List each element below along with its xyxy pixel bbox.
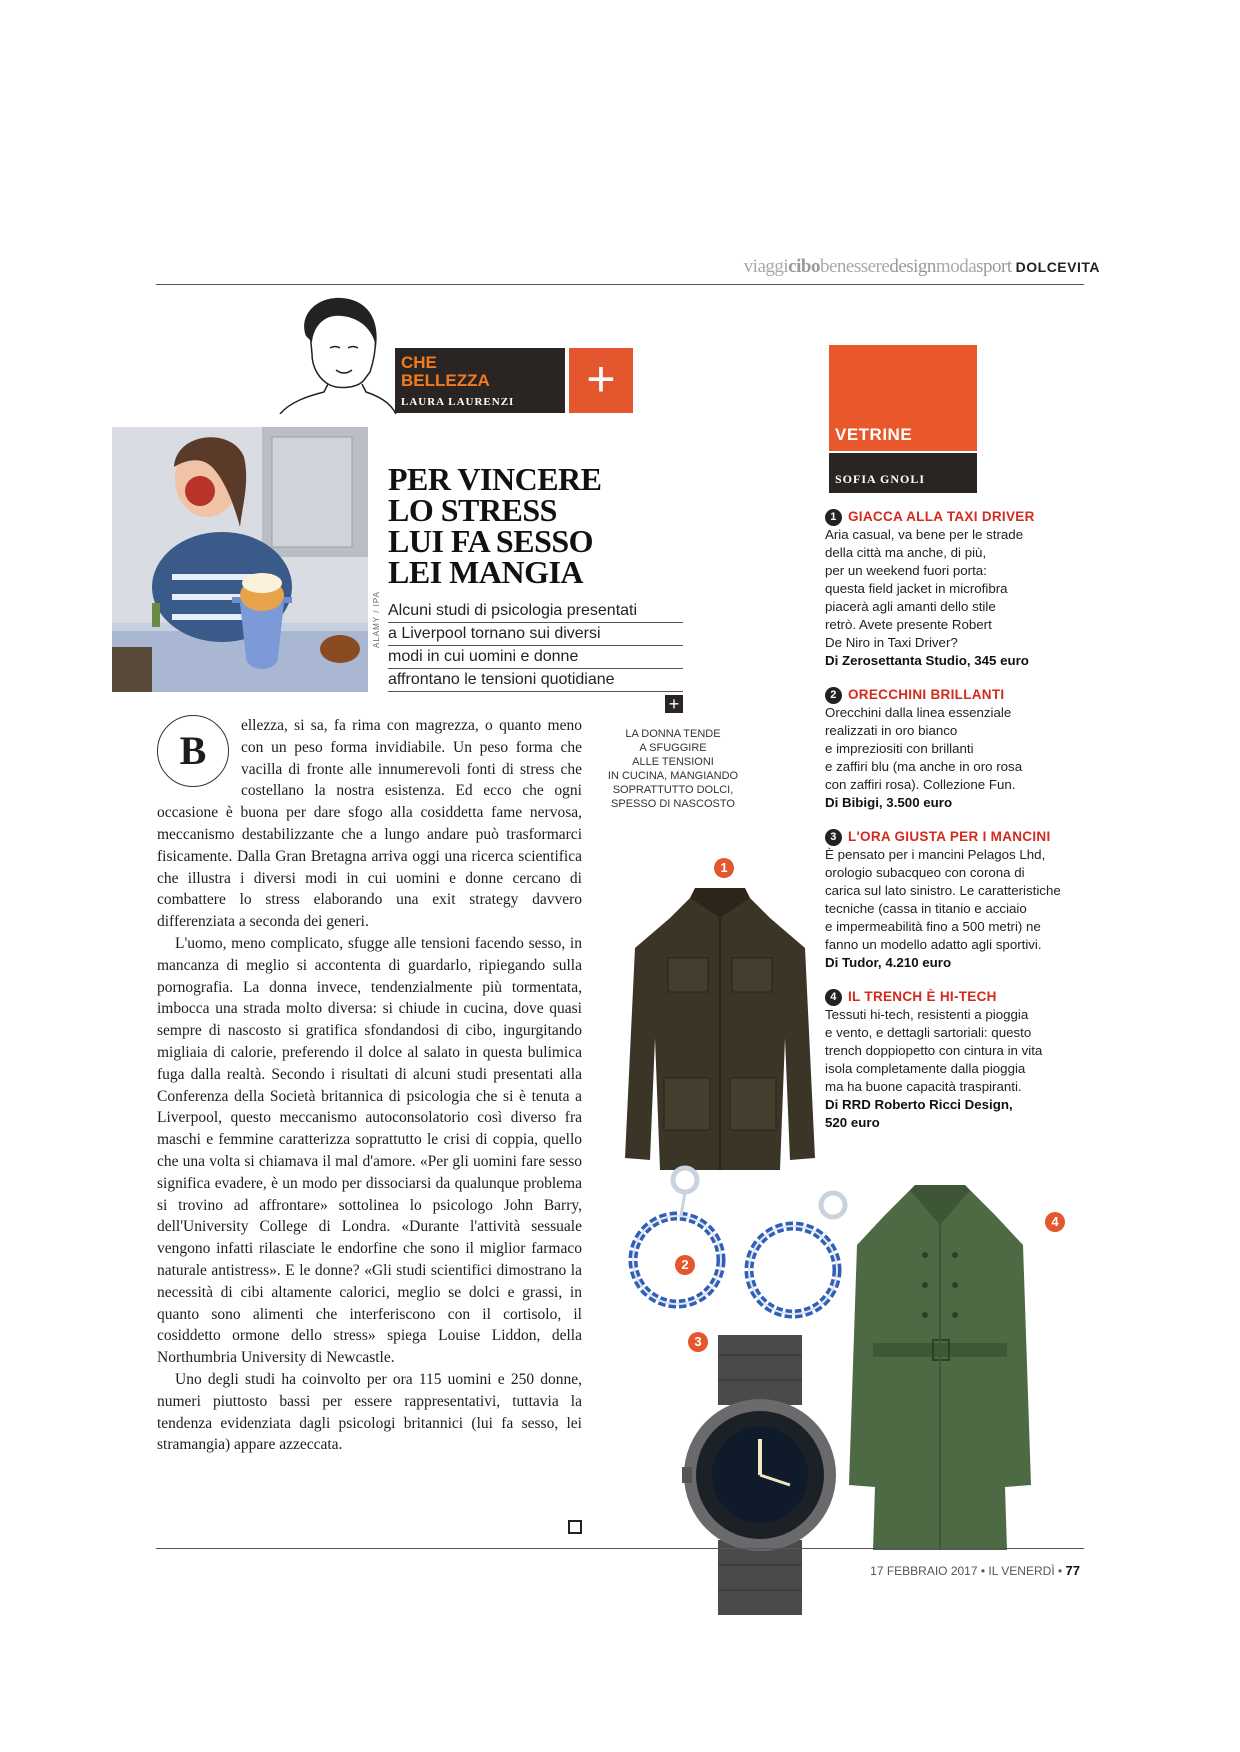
item-title: L'ORA GIUSTA PER I MANCINI (848, 829, 1051, 844)
vetrine-item-3 (825, 828, 1080, 972)
item-price: Di Zerosettanta Studio, 345 euro (825, 653, 1029, 668)
page-footer: 17 FEBBRAIO 2017 • IL VENERDÌ • 77 (870, 1563, 1080, 1578)
caption-line: IN CUCINA, MANGIANDO (607, 770, 739, 782)
plus-icon-small: + (665, 695, 683, 713)
item-line: fanno un modello adatto agli sportivi. (825, 937, 1042, 952)
standfirst-line: modi in cui uomini e donne (388, 646, 683, 669)
headline-line: LEI MANGIA (388, 554, 584, 590)
headline-line: LO STRESS (388, 492, 557, 528)
field-jacket-image (620, 888, 820, 1178)
earrings-image (625, 1160, 865, 1350)
author-sketch (278, 292, 398, 414)
paragraph-2: L'uomo, meno complicato, sfugge alle tensioni facendo sesso, in mancanza di meglio si accontenta di guardarlo, ripiegando sulla pornografia. La donna invece, tendenzialmente più tormentata, imbocca una strada molto diversa: si chiude in cucina, dove quasi sempre di nascosto si gratifica sfondandosi di cibo, ingurgitando migliaia di calorie, preferendo il dolce al salato in questa bulimica fuga dalla realtà. Secondo i risultati di alcuni studi presentati alla Conferenza della Società britannica di psicologia che si è tenuta a Liverpool, questo meccanismo autoconsolatorio così diverso fra maschi e femmine caratterizza soprattutto le crisi di coppia, quello che una volta si chiamava il mal d'amore. «Per gli uomini fare sesso significa evadere, è un modo per dissociarsi da qualunque problema si trovino ad affrontare» sottolinea lo psicologo John Barry, dell'University College di Londra. «Durante l'attività sessuale vengono infatti rilasciate le endorfine che sono il miglior farmaco naturale antistress». E le donne? «Gli studi scientifici dimostrano la necessità di cibi altamente calorici, meglio se dolci e grassi, in quanto sono alimenti che interferiscono con il cortisolo, il cosiddetto ormone dello stress» spiega Louise Liddon, della Northumbria University di Newcastle. (157, 934, 582, 1367)
footer-rule (156, 1548, 1084, 1549)
item-line: Aria casual, va bene per le strade (825, 527, 1024, 542)
item-line: retrò. Avete presente Robert (825, 617, 992, 632)
vetrine-title-block (829, 345, 977, 451)
brand-dolcevita: DOLCEVITA (1015, 259, 1100, 275)
standfirst-line: a Liverpool tornano sui diversi (388, 623, 683, 646)
nav-viaggi: viaggi (743, 256, 789, 277)
item-title: GIACCA ALLA TAXI DRIVER (848, 509, 1035, 524)
photo-credit: ALAMY / IPA (372, 591, 381, 648)
column-badge (395, 348, 565, 413)
headline-line: PER VINCERE (388, 461, 602, 497)
column-title-1: CHE (401, 353, 437, 372)
item-price: Di Tudor, 4.210 euro (825, 955, 952, 970)
product-number-3: 3 (688, 1332, 708, 1352)
item-price: Di RRD Roberto Ricci Design, 520 euro (825, 1097, 1013, 1130)
product-number-1: 1 (714, 858, 734, 878)
nav-design: design (889, 256, 936, 277)
item-line: realizzati in oro bianco (825, 723, 958, 738)
caption-line: LA DONNA TENDE (625, 728, 721, 740)
item-line: De Niro in Taxi Driver? (825, 635, 958, 650)
vetrine-author: SOFIA GNOLI (835, 472, 926, 486)
item-number-badge: 4 (825, 989, 842, 1006)
caption-line: ALLE TENSIONI (632, 756, 714, 768)
standfirst-line: Alcuni studi di psicologia presentati (388, 600, 683, 623)
standfirst (388, 600, 683, 692)
item-number-badge: 2 (825, 687, 842, 704)
item-line: isola completamente dalla pioggia (825, 1061, 1026, 1076)
caption-line: SOPRATTUTTO DOLCI, (612, 784, 734, 796)
nav-benessere: benessere (819, 256, 890, 277)
page-number: 77 (1065, 1563, 1080, 1578)
item-line: orologio subacqueo con corona di (825, 865, 1025, 880)
item-line: della città ma anche, di più, (825, 545, 987, 560)
column-title-2: BELLEZZA (401, 371, 490, 390)
standfirst-line: affrontano le tensioni quotidiane (388, 669, 683, 692)
headline-line: LUI FA SESSO (388, 523, 594, 559)
item-line: ma ha buone capacità traspiranti. (825, 1079, 1022, 1094)
item-line: e vento, e dettagli sartoriali: questo (825, 1025, 1032, 1040)
caption-line: A SFUGGIRE (639, 742, 707, 754)
item-line: per un weekend fuori porta: (825, 563, 987, 578)
item-line: e impermeabilità fino a 500 metri) ne (825, 919, 1041, 934)
item-line: carica sul lato sinistro. Le caratteristiche (825, 883, 1061, 898)
item-line: e impreziositi con brillanti (825, 741, 974, 756)
section-nav (744, 256, 1100, 278)
vetrine-item-4 (825, 988, 1080, 1132)
watch-image (670, 1335, 850, 1615)
item-number-badge: 1 (825, 509, 842, 526)
item-price: Di Bibigi, 3.500 euro (825, 795, 953, 810)
item-line: piacerà agli amanti dello stile (825, 599, 996, 614)
article-headline (388, 461, 688, 590)
item-line: tecniche (cassa in titanio e acciaio (825, 901, 1027, 916)
paragraph-1: ellezza, si sa, fa rima con magrezza, o quanto meno con un peso forma invidiabile. Un peso forma che vacilla di fronte alle innumerevoli fonti di stress che costellano la nostra esistenza. Ed ecco che ogni occasione è buona per dare sfogo alla cosiddetta fame nervosa, meccanismo destabilizzante che a lungo andare può trasformarci fisicamente. Dalla Gran Bretagna arriva oggi una ricerca scientifica che illustra i diversi modi in cui uomini e donne cercano di combattere lo stress elaborando una exit strategy davvero differenziata a seconda dei generi. (157, 717, 582, 931)
item-number-badge: 3 (825, 829, 842, 846)
nav-cibo: cibo (788, 256, 820, 277)
drop-cap: B (157, 715, 229, 787)
item-line: questa field jacket in microfibra (825, 581, 1008, 596)
item-line: e zaffiri blu (ma anche in oro rosa (825, 759, 1023, 774)
trench-coat-image (845, 1185, 1035, 1555)
footer-magazine: IL VENERDÌ (988, 1564, 1055, 1578)
header-rule (156, 284, 1084, 285)
vetrine-item-1 (825, 508, 1080, 670)
item-title: ORECCHINI BRILLANTI (848, 687, 1005, 702)
plus-icon: + (569, 348, 633, 413)
item-line: con zaffiri rosa). Collezione Fun. (825, 777, 1016, 792)
item-title: IL TRENCH È HI-TECH (848, 989, 997, 1004)
woman-eating-photo (112, 427, 368, 692)
column-author: LAURA LAURENZI (401, 396, 515, 408)
article-body (157, 715, 582, 1456)
nav-sport: sport (976, 256, 1012, 277)
footer-date: 17 FEBBRAIO 2017 (870, 1564, 978, 1578)
item-line: È pensato per i mancini Pelagos Lhd, (825, 847, 1046, 862)
end-mark-icon (568, 1520, 582, 1534)
item-line: Tessuti hi-tech, resistenti a pioggia (825, 1007, 1029, 1022)
vetrine-title: VETRINE (835, 425, 913, 444)
paragraph-3: Uno degli studi ha coinvolto per ora 115 uomini e 250 donne, numeri piuttosto bassi per essere rappresentativi, tuttavia la tendenza evidenziata dagli psicologi britannici (lui fa sesso, lei stramangia) appare azzeccata. (157, 1370, 582, 1454)
vetrine-item-2 (825, 686, 1080, 812)
photo-caption (598, 727, 748, 811)
nav-moda: moda (935, 256, 977, 277)
item-line: Orecchini dalla linea essenziale (825, 705, 1012, 720)
product-number-4: 4 (1045, 1212, 1065, 1232)
caption-line: SPESSO DI NASCOSTO (611, 798, 735, 810)
product-number-2: 2 (675, 1255, 695, 1275)
vetrine-author-block (829, 453, 977, 493)
item-line: trench doppiopetto con cintura in vita (825, 1043, 1043, 1058)
